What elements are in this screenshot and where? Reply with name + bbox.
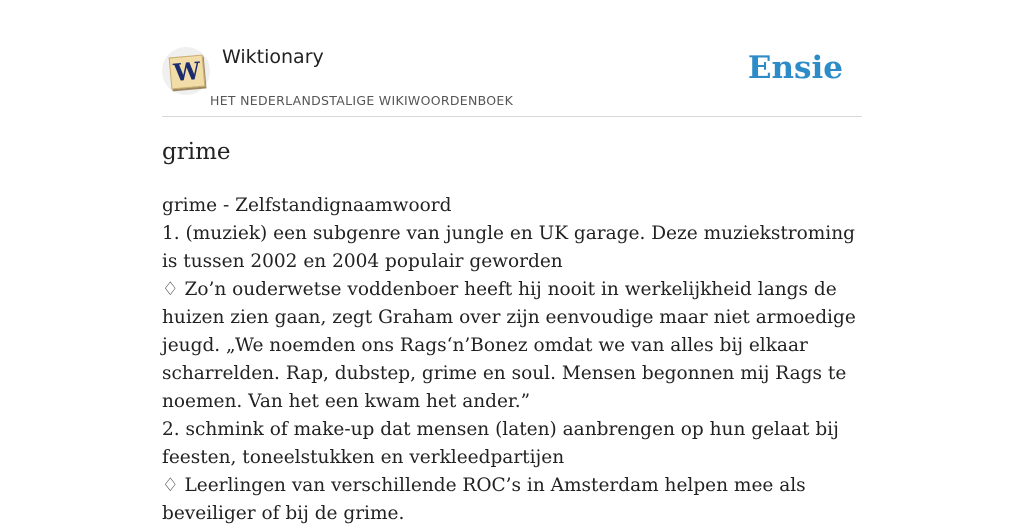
wiktionary-logo-icon[interactable] [162, 47, 210, 95]
page-title: grime [162, 139, 231, 165]
site-name[interactable]: Wiktionary [222, 46, 324, 68]
entry-heading: grime - Zelfstandignaamwoord [162, 195, 452, 216]
ensie-brand-link[interactable]: Ensie [747, 50, 843, 86]
definition-1: 1. (muziek) een subgenre van jungle en UK garage. Deze muziekstroming is tussen 2002 en 2004 populair geworden [162, 223, 855, 272]
site-subtitle: HET NEDERLANDSTALIGE WIKIWOORDENBOEK [210, 93, 514, 108]
logo-letter: W [172, 55, 202, 88]
entry-content [162, 192, 864, 528]
definition-2: 2. schmink of make-up dat mensen (laten) aanbrengen op hun gelaat bij feesten, toneelstukken en verkleedpartijen [162, 419, 839, 468]
logo-tile [169, 55, 206, 90]
example-2: ♢ Leerlingen van verschillende ROC’s in Amsterdam helpen mee als beveiliger of bij de grime. [162, 475, 806, 524]
site-header [162, 44, 862, 117]
example-1: ♢ Zo’n ouderwetse voddenboer heeft hij nooit in werkelijkheid langs de huizen zien gaan, zegt Graham over zijn eenvoudige maar niet armoedige jeugd. „We noemden ons Rags‘n’Bonez omdat we van alles bij elkaar scharrelden. Rap, dubstep, grime en soul. Mensen begonnen mij Rags te noemen. Van het een kwam het ander.” [162, 279, 856, 412]
